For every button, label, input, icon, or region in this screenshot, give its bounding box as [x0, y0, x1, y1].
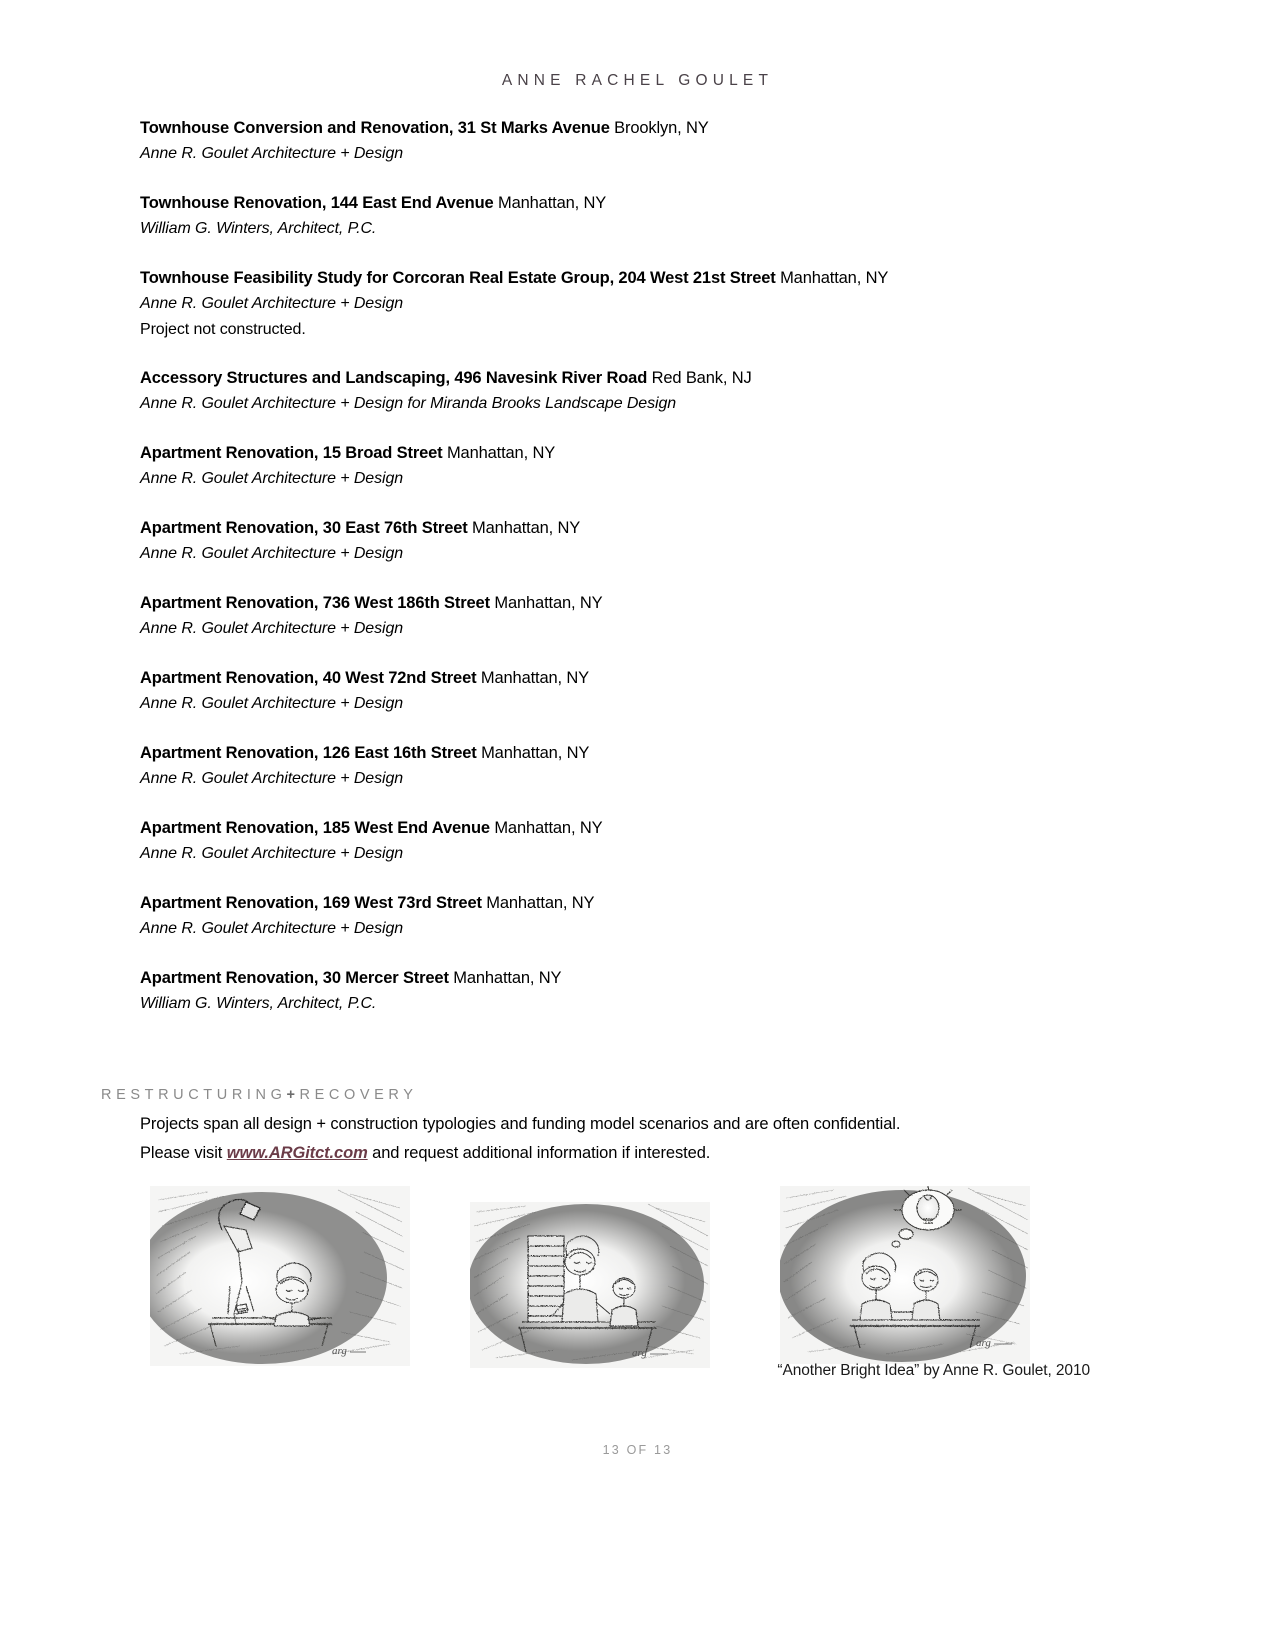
project-firm: Anne R. Goulet Architecture + Design — [140, 545, 404, 562]
plus-icon: + — [286, 1087, 300, 1103]
project-entry — [140, 592, 1140, 642]
project-location: Manhattan, NY — [467, 519, 581, 537]
project-firm: Anne R. Goulet Architecture + Design — [140, 845, 404, 862]
project-firm: Anne R. Goulet Architecture + Design — [140, 770, 404, 787]
artwork-row — [150, 1186, 1030, 1371]
project-firm: Anne R. Goulet Architecture + Design — [140, 620, 404, 637]
section-heading-restructuring-recovery — [101, 1087, 417, 1103]
project-location: Manhattan, NY — [489, 819, 603, 837]
project-title-bold: Townhouse Feasibility Study for Corcoran Real Estate Group, 204 West 21st Street — [140, 269, 776, 287]
project-firm: Anne R. Goulet Architecture + Design — [140, 695, 404, 712]
blurb-text-after-link: and request additional information if interested. — [367, 1144, 711, 1162]
project-title — [140, 742, 1140, 765]
project-firm: William G. Winters, Architect, P.C. — [140, 220, 377, 237]
project-entry — [140, 892, 1140, 942]
project-title-bold: Townhouse Conversion and Renovation, 31 St Marks Avenue — [140, 119, 610, 137]
website-link[interactable]: www.ARGitct.com — [226, 1144, 368, 1162]
project-title — [140, 592, 1140, 615]
blurb-line-1: Projects span all design + construction typologies and funding model scenarios and are often confidential. — [140, 1115, 901, 1133]
project-location: Manhattan, NY — [481, 894, 595, 912]
project-entry — [140, 967, 1140, 1017]
project-location: Manhattan, NY — [493, 194, 607, 212]
project-title — [140, 192, 1140, 215]
project-title-bold: Apartment Renovation, 30 Mercer Street — [140, 969, 449, 987]
project-list — [140, 117, 1140, 1042]
project-entry — [140, 267, 1140, 342]
project-entry — [140, 442, 1140, 492]
project-title — [140, 817, 1140, 840]
project-title-bold: Townhouse Renovation, 144 East End Avenue — [140, 194, 494, 212]
project-entry — [140, 192, 1140, 242]
project-title — [140, 117, 1140, 140]
project-title-bold: Accessory Structures and Landscaping, 496 Navesink River Road — [140, 369, 648, 387]
project-title — [140, 442, 1140, 465]
project-location: Brooklyn, NY — [609, 119, 709, 137]
project-firm: Anne R. Goulet Architecture + Design for Miranda Brooks Landscape Design — [140, 395, 677, 412]
project-location: Manhattan, NY — [775, 269, 889, 287]
project-entry — [140, 742, 1140, 792]
project-location: Manhattan, NY — [448, 969, 562, 987]
project-title — [140, 267, 1140, 290]
svg-text:arg: arg — [332, 1345, 347, 1357]
project-title-bold: Apartment Renovation, 30 East 76th Street — [140, 519, 468, 537]
project-title-bold: Apartment Renovation, 185 West End Avenue — [140, 819, 490, 837]
svg-text:arg: arg — [632, 1347, 647, 1359]
project-title-bold: Apartment Renovation, 126 East 16th Street — [140, 744, 477, 762]
pencil-sketch-figure-reading — [470, 1202, 710, 1368]
blurb-line-2 — [140, 1139, 1140, 1168]
section-heading-part1: RESTRUCTURING — [101, 1087, 287, 1103]
project-firm: Anne R. Goulet Architecture + Design — [140, 470, 404, 487]
project-note: Project not constructed. — [140, 321, 306, 338]
pencil-sketch-desk-lamp-figure — [150, 1186, 410, 1366]
blurb-text-before-link: Please visit — [140, 1144, 227, 1162]
project-title — [140, 892, 1140, 915]
project-location: Manhattan, NY — [476, 669, 590, 687]
project-title — [140, 517, 1140, 540]
svg-text:arg: arg — [976, 1337, 991, 1349]
project-title-bold: Apartment Renovation, 169 West 73rd Street — [140, 894, 482, 912]
project-entry — [140, 367, 1140, 417]
project-title — [140, 367, 1140, 390]
project-firm: Anne R. Goulet Architecture + Design — [140, 145, 404, 162]
project-firm: Anne R. Goulet Architecture + Design — [140, 920, 404, 937]
project-location: Manhattan, NY — [476, 744, 590, 762]
project-entry — [140, 667, 1140, 717]
page-title: ANNE RACHEL GOULET — [501, 72, 774, 89]
project-location: Manhattan, NY — [489, 594, 603, 612]
project-location: Manhattan, NY — [442, 444, 556, 462]
project-firm: Anne R. Goulet Architecture + Design — [140, 295, 404, 312]
project-entry — [140, 817, 1140, 867]
project-title-bold: Apartment Renovation, 15 Broad Street — [140, 444, 443, 462]
section-heading-part2: RECOVERY — [299, 1087, 418, 1103]
artwork-caption: “Another Bright Idea” by Anne R. Goulet, 2010 — [777, 1362, 1090, 1379]
project-title — [140, 967, 1140, 990]
project-title-bold: Apartment Renovation, 736 West 186th Street — [140, 594, 490, 612]
project-entry — [140, 117, 1140, 167]
project-title-bold: Apartment Renovation, 40 West 72nd Street — [140, 669, 477, 687]
project-location: Red Bank, NJ — [647, 369, 752, 387]
section-blurb — [140, 1110, 1140, 1168]
project-entry — [140, 517, 1140, 567]
project-firm: William G. Winters, Architect, P.C. — [140, 995, 377, 1012]
project-title — [140, 667, 1140, 690]
pencil-sketch-lightbulb-idea — [780, 1186, 1030, 1364]
page-number: 13 OF 13 — [602, 1443, 673, 1457]
